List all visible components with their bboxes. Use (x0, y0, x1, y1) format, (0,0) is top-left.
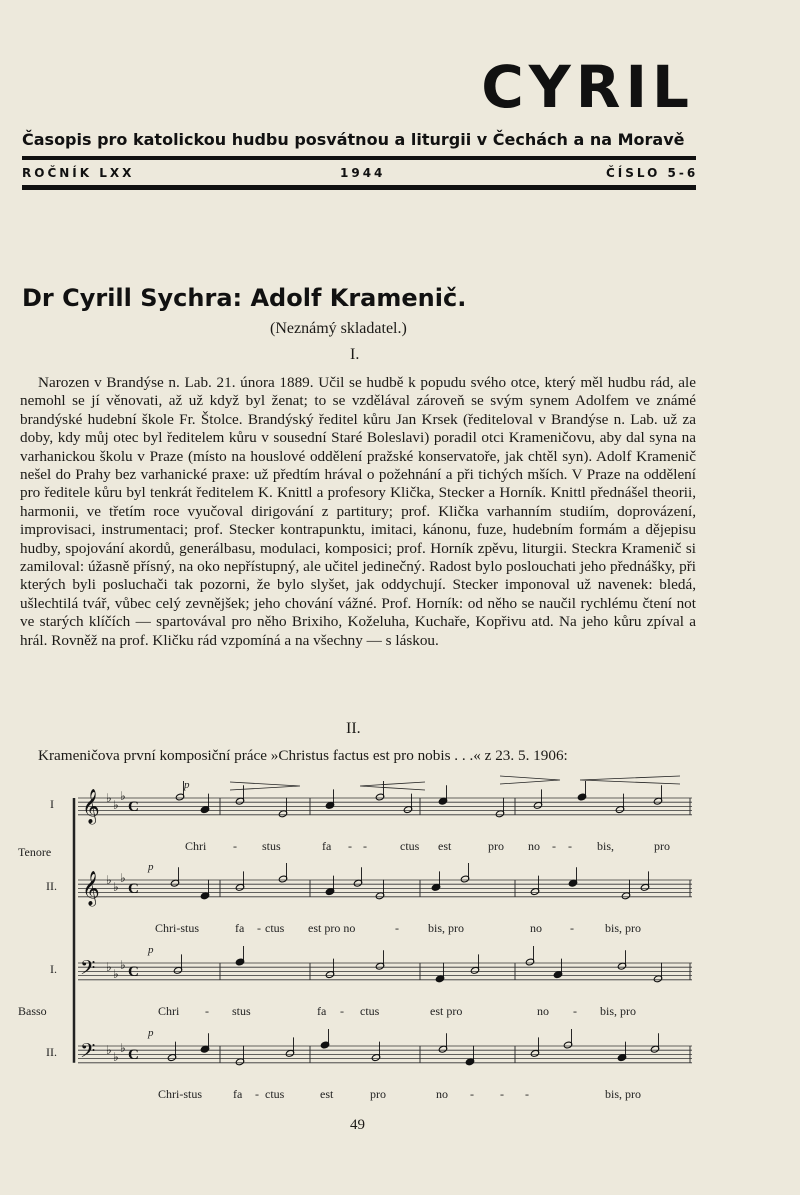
time-signature: C (128, 799, 139, 815)
flat-sign: ♭ (113, 1050, 119, 1064)
dynamic-mark: p (184, 779, 190, 791)
lyric-syllable: fa (317, 1004, 327, 1018)
lyric-syllable: pro (654, 839, 670, 853)
lyric-syllable: bis, pro (605, 1087, 641, 1101)
section-number-2: II. (346, 720, 361, 737)
page-number: 49 (350, 1117, 365, 1133)
lyric-syllable: ctus (265, 921, 285, 935)
lyric-syllable: Chri-stus (158, 1087, 203, 1101)
flat-sign: ♭ (120, 958, 126, 972)
time-signature: C (128, 964, 139, 980)
masthead-subtitle: Časopis pro katolickou hudbu posvátnou a liturgii v Čechách a na Moravě (22, 130, 685, 149)
lyric-syllable: - (205, 1004, 209, 1018)
lyric-syllable: Chri-stus (155, 921, 200, 935)
flat-sign: ♭ (120, 871, 126, 885)
dynamic-mark: p (148, 944, 154, 956)
lyric-syllable: - (363, 839, 367, 853)
bass-clef-icon: 𝄢 (80, 1039, 96, 1067)
masthead-rule-bottom (22, 185, 696, 190)
lyric-syllable: bis, (597, 839, 615, 853)
lyric-syllable: - (348, 839, 352, 853)
voice-label: I. (50, 962, 57, 976)
lyric-syllable: ctus (360, 1004, 380, 1018)
flat-sign: ♭ (113, 798, 119, 812)
lyric-syllable: - (395, 921, 399, 935)
lyric-syllable: bis, pro (605, 921, 641, 935)
voice-group-label: Basso (18, 1004, 47, 1018)
flat-sign: ♭ (120, 1041, 126, 1055)
flat-sign: ♭ (106, 873, 112, 887)
lyric-syllable: - (233, 839, 237, 853)
masthead-title: CYRIL (481, 53, 694, 121)
hairpin-mark (580, 776, 680, 784)
hairpin-mark (500, 776, 560, 784)
lyric-syllable: bis, pro (428, 921, 464, 935)
section-number-1: I. (350, 346, 360, 363)
hairpin-mark (230, 782, 300, 790)
lyric-syllable: - (500, 1087, 504, 1101)
lyric-syllable: no (530, 921, 542, 935)
article-heading: Dr Cyrill Sychra: Adolf Kramenič. (22, 284, 467, 312)
bass-clef-icon: 𝄢 (80, 956, 96, 984)
time-signature: C (128, 1047, 139, 1063)
voice-label: II. (46, 1045, 57, 1059)
lyric-syllable: - (255, 1087, 259, 1101)
hairpin-mark (360, 782, 425, 790)
lyric-syllable: - (340, 1004, 344, 1018)
flat-sign: ♭ (106, 791, 112, 805)
time-signature: C (128, 881, 139, 897)
lyric-syllable: - (552, 839, 556, 853)
flat-sign: ♭ (120, 789, 126, 803)
lyric-syllable: pro (488, 839, 504, 853)
lyric-syllable: Chri (158, 1004, 180, 1018)
lyric-syllable: - (470, 1087, 474, 1101)
article-body (20, 374, 696, 650)
lyric-syllable: - (570, 921, 574, 935)
flat-sign: ♭ (113, 967, 119, 981)
lyric-syllable: Chri (185, 839, 207, 853)
lyric-syllable: pro (370, 1087, 386, 1101)
treble-clef-icon: 𝄞 (82, 789, 100, 824)
lyric-syllable: - (525, 1087, 529, 1101)
issue-label: ČÍSLO 5-6 (606, 166, 699, 180)
voice-label: I (50, 797, 54, 811)
dynamic-mark: p (148, 861, 154, 873)
dynamic-mark: p (148, 1027, 154, 1039)
lyric-syllable: ctus (265, 1087, 285, 1101)
lyric-syllable: - (568, 839, 572, 853)
score-intro: Krameničova první komposiční práce »Christus factus est pro nobis . . .« z 23. 5. 1906: (38, 747, 568, 764)
lyric-syllable: fa (233, 1087, 243, 1101)
lyric-syllable: - (257, 921, 261, 935)
lyric-syllable: stus (232, 1004, 251, 1018)
year-label: 1944 (340, 166, 386, 180)
flat-sign: ♭ (106, 960, 112, 974)
lyric-syllable: stus (262, 839, 281, 853)
lyric-syllable: est pro no (308, 921, 356, 935)
lyric-syllable: no (528, 839, 540, 853)
flat-sign: ♭ (113, 880, 119, 894)
flat-sign: ♭ (106, 1043, 112, 1057)
volume-label: ROČNÍK LXX (22, 166, 135, 180)
article-subheading: (Neznámý skladatel.) (270, 320, 407, 337)
voice-group-label: Tenore (18, 845, 52, 859)
lyric-syllable: bis, pro (600, 1004, 636, 1018)
lyric-syllable: ctus (400, 839, 420, 853)
lyric-syllable: no (537, 1004, 549, 1018)
masthead-rule-top (22, 156, 696, 160)
article-paragraph: Narozen v Brandýse n. Lab. 21. února 1889. Učil se hudbě k popudu svého otce, který měl hudbu rád, ale nemohl se jí věnovati, až už když byl ženat; to se vzdělával zároveň se svým synem Adolfem ve známé brandýské hudební škole Fr. Štolce. Brandýský ředitel kůru Jan Krsek (řediteloval v Brandýse n. Lab. už za doby, kdy můj otec byl ředitelem kůru v sousední Staré Boleslavi) poradil otci Krameničovu, aby dal syna na varhanickou školu v Praze (místo na houslové oddělení pražské konservatoře, jak chtěl syn). Adolf Kramenič nešel do Prahy bez varhanické praxe: už předtím hrával o požehnání a při tichých mších. V Praze na oddělení pro ředitele kůru byl tenkrát ředitelem K. Knittl a profesory Klička, Stecker a Horník. Knittl přednášel theorii, harmonii, ve třetím roce vyučoval dirigování z partitury; prof. Klička varhanním studiím, doprovázení, improvisaci, instrumentaci; prof. Stecker kontrapunktu, imitaci, kánonu, fuze, hudebním formám a dějepisu hudby, spojování akordů, generálbasu, modulaci, komposici; prof. Horník zpěvu, liturgii. Steckra Kramenič si zamiloval: úžasně přísný, na oko nepřístupný, ale učitel jedinečný. Radost bylo poslouchati jeho přednášky, při kterých byli posluchači tak pozorni, že bylo slyšet, jak oddychují. Stecker imponoval už navenek: bledá, ušlechtilá tvář, vůbec celý zevnějšek; jeho chování vážné. Prof. Horník: od něho se naučil rychlému čtení not ve starých klíčích — spartovával pro něho Brixiho, Koželuha, Kuchaře, Kopřivu atd. Na jeho kůru zpíval a hrál. Rovněž na prof. Kličku rád vzpomíná a na všechny — s láskou. (20, 374, 696, 649)
music-score (0, 770, 800, 1110)
lyric-syllable: est (320, 1087, 334, 1101)
voice-label: II. (46, 879, 57, 893)
lyric-syllable: fa (322, 839, 332, 853)
lyric-syllable: est pro (430, 1004, 463, 1018)
lyric-syllable: - (573, 1004, 577, 1018)
treble-clef-icon: 𝄞 (82, 871, 100, 906)
lyric-syllable: est (438, 839, 452, 853)
lyric-syllable: fa (235, 921, 245, 935)
lyric-syllable: no (436, 1087, 448, 1101)
